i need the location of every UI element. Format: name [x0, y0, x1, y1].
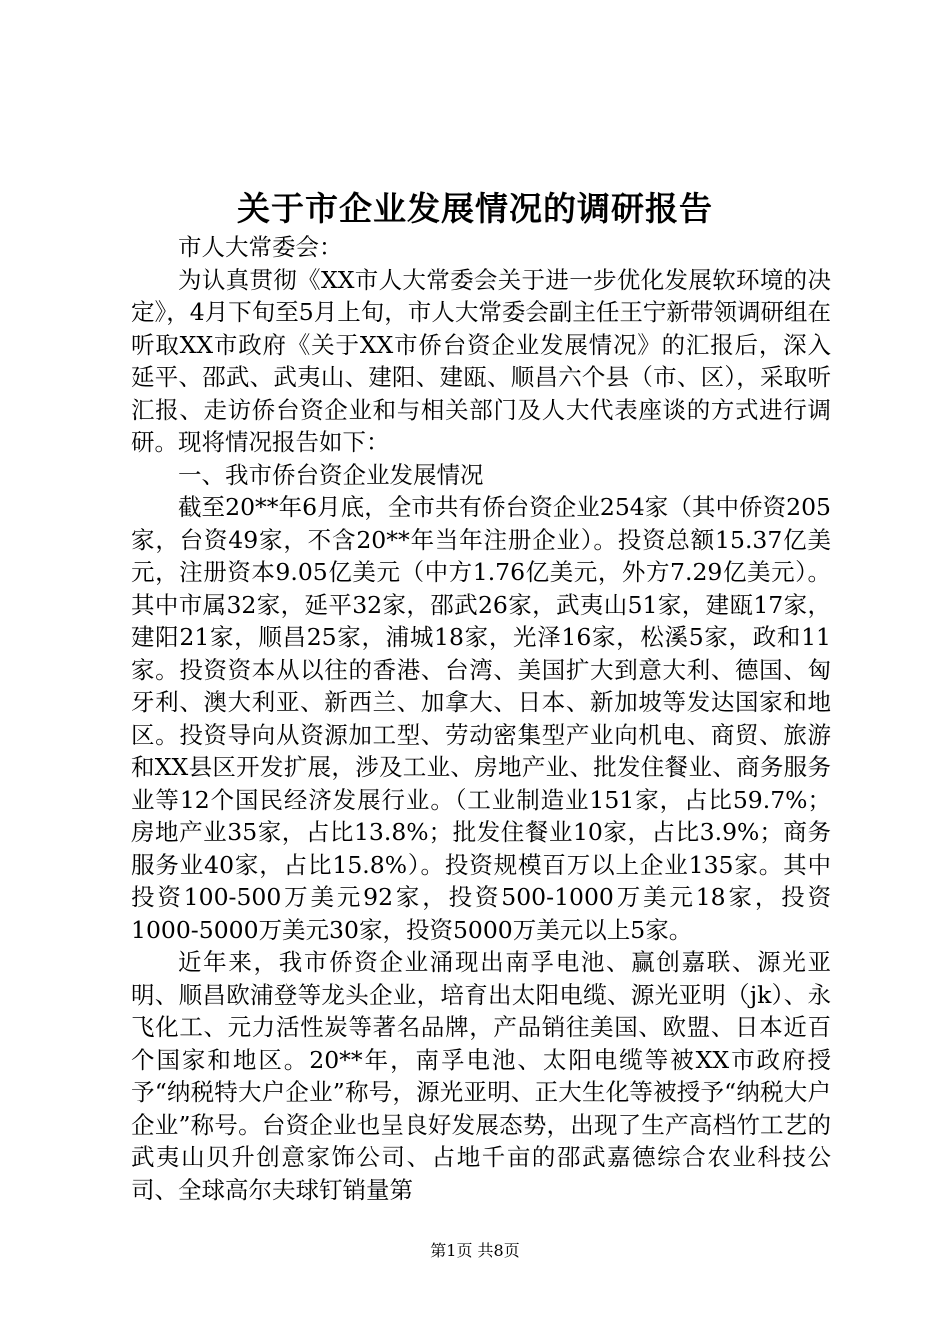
section-heading: 一、我市侨台资企业发展情况: [178, 460, 484, 489]
paragraph-enterprises: 近年来，我市侨资企业涌现出南孚电池、赢创嘉联、源光亚明、顺昌欧浦登等龙头企业，培育出太阳电缆、源光亚明（jk）、永飞化工、元力活性炭等著名品牌，产品销往美国、欧盟、日本近百个国家和地区。20**年，南孚电池、太阳电缆等被XX市政府授予“纳税特大户企业”称号，源光亚明、正大生化等被授予“纳税大户企业”称号。台资企业也呈良好发展态势，出现了生产高档竹工艺的武夷山贝升创意家饰公司、占地千亩的邵武嘉德综合农业科技公司、全球高尔夫球钉销量第: [131, 948, 831, 1204]
page-footer: 第1页 共8页: [430, 1241, 520, 1260]
paragraph-intro: 为认真贯彻《XX市人大常委会关于进一步优化发展软环境的决定》，4月下旬至5月上旬，市人大常委会副主任王宁新带领调研组在听取XX市政府《关于XX市侨台资企业发展情况》的汇报后，深入延平、邵武、武夷山、建阳、建瓯、顺昌六个县（市、区），采取听汇报、走访侨台资企业和与相关部门及人大代表座谈的方式进行调研。现将情况报告如下：: [131, 265, 831, 456]
document-title: 关于市企业发展情况的调研报告: [237, 189, 713, 228]
salutation: 市人大常委会：: [178, 233, 343, 261]
paragraph-statistics: 截至20**年6月底，全市共有侨台资企业254家（其中侨资205家，台资49家，不含20**年当年注册企业）。投资总额15.37亿美元，注册资本9.05亿美元（中方1.76亿美元，外方7.29亿美元）。其中市属32家，延平32家，邵武26家，武夷山51家，建瓯17家，建阳21家，顺昌25家，浦城18家，光泽16家，松溪5家，政和11家。投资资本从以往的香港、台湾、美国扩大到意大利、德国、匈牙利、澳大利亚、新西兰、加拿大、日本、新加坡等发达国家和地区。投资导向从资源加工型、劳动密集型产业向机电、商贸、旅游和XX县区开发扩展，涉及工业、房地产业、批发住餐业、商务服务业等12个国民经济发展行业。（工业制造业151家，占比59.7%；房地产业35家，占比13.8%；批发住餐业10家，占比3.9%；商务服务业40家，占比15.8%）。投资规模百万以上企业135家。其中投资100-500万美元92家，投资500-1000万美元18家，投资1000-5000万美元30家，投资5000万美元以上5家。: [131, 493, 831, 944]
document-body: [131, 231, 831, 1206]
